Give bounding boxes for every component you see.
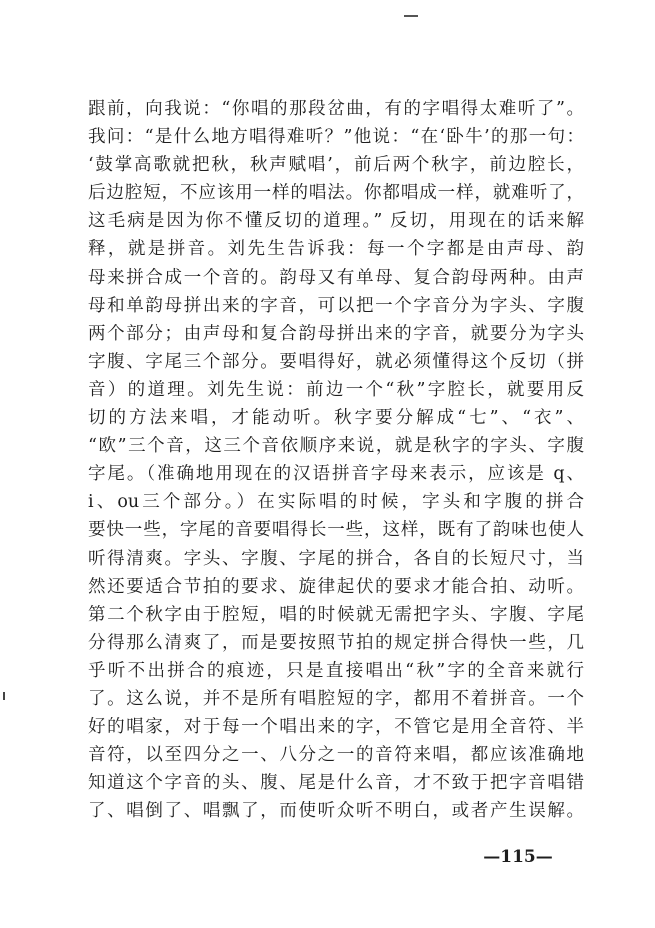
text-line: 音符，以至四分之一、八分之一的音符来唱，都应该准确地 bbox=[88, 745, 584, 766]
page-number: —115— bbox=[483, 847, 553, 867]
text-line: 音）的道理。刘先生说：前边一个“秋”字腔长，就要用反 bbox=[88, 379, 584, 400]
text-line: 分得那么清爽了，而是要按照节拍的规定拼合得快一些，几 bbox=[88, 632, 584, 653]
text-line: 字腹、字尾三个部分。要唱得好，就必须懂得这个反切（拼 bbox=[88, 351, 584, 372]
text-line: 听得清爽。字头、字腹、字尾的拼合，各自的长短尺寸，当 bbox=[88, 548, 584, 569]
text-line: 了。这么说，并不是所有唱腔短的字，都用不着拼音。一个 bbox=[88, 688, 584, 709]
text-line: 母来拼合成一个音的。韵母又有单母、复合韵母两种。由声 bbox=[88, 267, 584, 288]
text-line: 乎听不出拼合的痕迹，只是直接唱出“秋”字的全音来就行 bbox=[88, 660, 584, 681]
text-line: 这毛病是因为你不懂反切的道理。” 反切，用现在的话来解 bbox=[88, 211, 584, 232]
text-line: 知道这个字音的头、腹、尾是什么音，才不致于把字音唱错 bbox=[88, 773, 584, 794]
text-line: 后边腔短，不应该用一样的唱法。你都唱成一样，就难听了， bbox=[88, 183, 584, 204]
text-line: 切的方法来唱，才能动听。秋字要分解成“七”、“衣”、 bbox=[88, 408, 584, 429]
text-line: 然还要适合节拍的要求、旋律起伏的要求才能合拍、动听。 bbox=[88, 576, 584, 597]
text-line: i、ou三个部分。）在实际唱的时候，字头和字腹的拼合 bbox=[88, 492, 584, 513]
scan-mark bbox=[3, 692, 5, 700]
text-line: 我问：“是什么地方唱得难听？”他说：“在‘卧牛’的那一句： bbox=[88, 127, 584, 148]
text-line: 了、唱倒了、唱飘了，而使听众听不明白，或者产生误解。 bbox=[88, 801, 584, 822]
text-line: “欧”三个音，这三个音依顺序来说，就是秋字的字头、字腹 bbox=[88, 436, 584, 457]
text-line: 第二个秋字由于腔短，唱的时候就无需把字头、字腹、字尾 bbox=[88, 604, 584, 625]
text-line: 跟前，向我说：“你唱的那段岔曲，有的字唱得太难听了”。 bbox=[88, 99, 584, 119]
scan-mark bbox=[404, 15, 418, 17]
text-line: 要快一些，字尾的音要唱得长一些，这样，既有了韵味也使人 bbox=[88, 520, 584, 541]
text-line: 两个部分；由声母和复合韵母拼出来的字音，就要分为字头 bbox=[88, 323, 584, 344]
text-line: 好的唱家，对于每一个唱出来的字，不管它是用全音符、半 bbox=[88, 717, 584, 738]
text-line: ‘鼓掌高歌就把秋，秋声赋唱’，前后两个秋字，前边腔长， bbox=[88, 155, 584, 176]
text-line: 字尾。（准确地用现在的汉语拼音字母来表示，应该是 q、 bbox=[88, 464, 584, 485]
text-line: 母和单韵母拼出来的字音，可以把一个字音分为字头、字腹 bbox=[88, 295, 584, 316]
body-text bbox=[88, 95, 584, 825]
text-line: 释，就是拼音。刘先生告诉我：每一个字都是由声母、韵 bbox=[88, 239, 584, 260]
